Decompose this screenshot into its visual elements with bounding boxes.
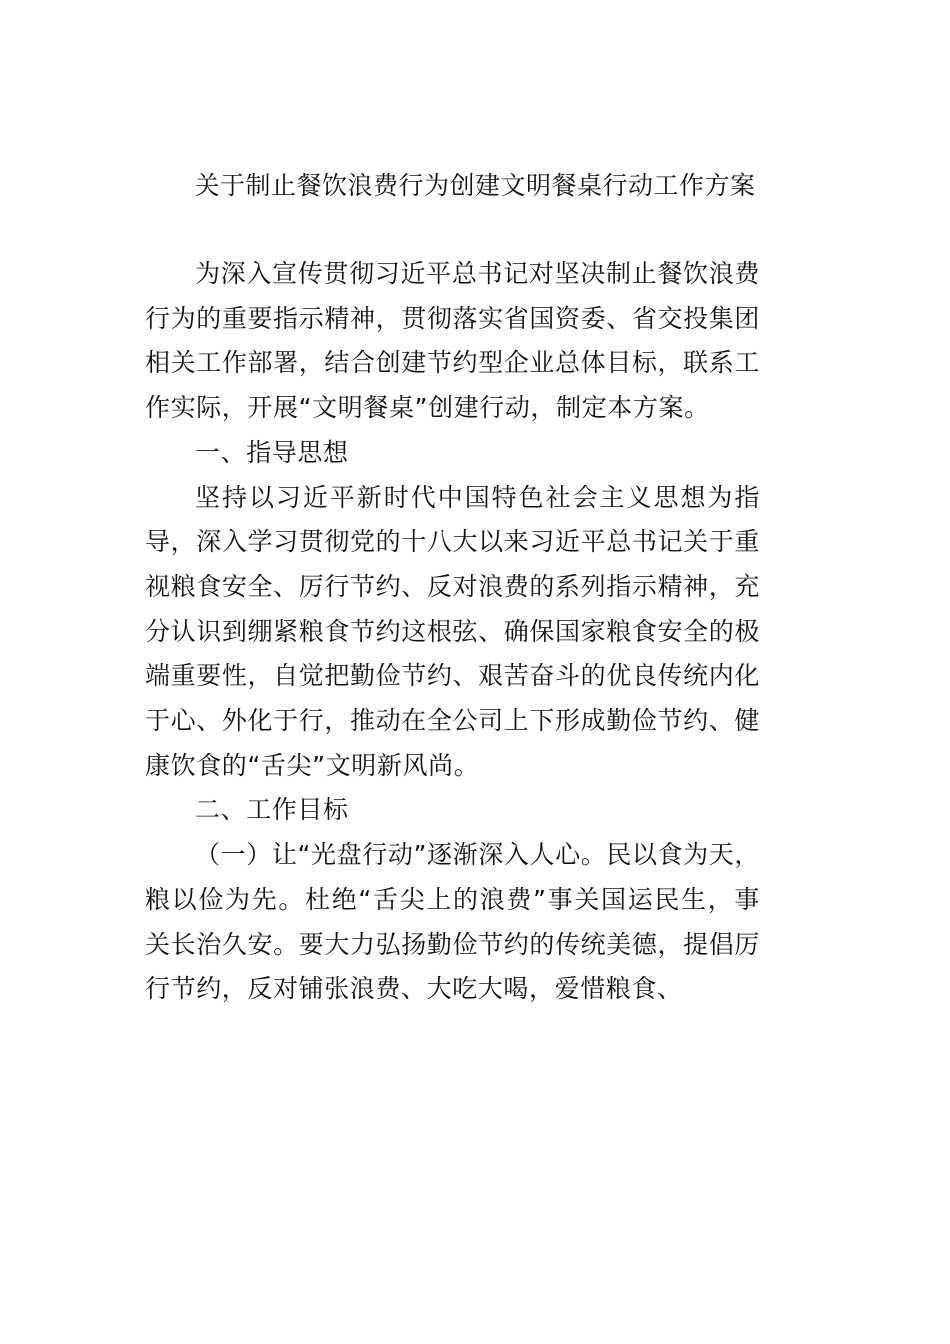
guiding-ideology-paragraph: 坚持以习近平新时代中国特色社会主义思想为指导，深入学习贯彻党的十八大以来习近平总书记关于重视粮食安全、厉行节约、反对浪费的系列指示精神，充分认识到绷紧粮食节约这根弦、确保国家粮食安全的极端重要性，自觉把勤俭节约、艰苦奋斗的优良传统内化于心、外化于行，推动在全公司上下形成勤俭节约、健康饮食的“舌尖”文明新风尚。 — [145, 482, 760, 780]
work-goals-paragraph: （一）让“光盘行动”逐渐深入人心。民以食为天，粮以俭为先。杜绝“舌尖上的浪费”事关国运民生，事关长治久安。要大力弘扬勤俭节约的传统美德，提倡厉行节约，反对铺张浪费、大吃大喝，爱惜粮食、 — [145, 840, 760, 1004]
section-heading-guiding-ideology: 一、指导思想 — [195, 437, 349, 467]
section-heading-work-goals: 二、工作目标 — [195, 795, 349, 825]
intro-paragraph: 为深入宣传贯彻习近平总书记对坚决制止餐饮浪费行为的重要指示精神，贯彻落实省国资委、省交投集团相关工作部署，结合创建节约型企业总体目标，联系工作实际，开展“文明餐桌”创建行动，制定本方案。 — [145, 259, 760, 423]
document-body — [145, 252, 760, 1012]
document-title: 关于制止餐饮浪费行为创建文明餐桌行动工作方案 — [194, 171, 756, 200]
